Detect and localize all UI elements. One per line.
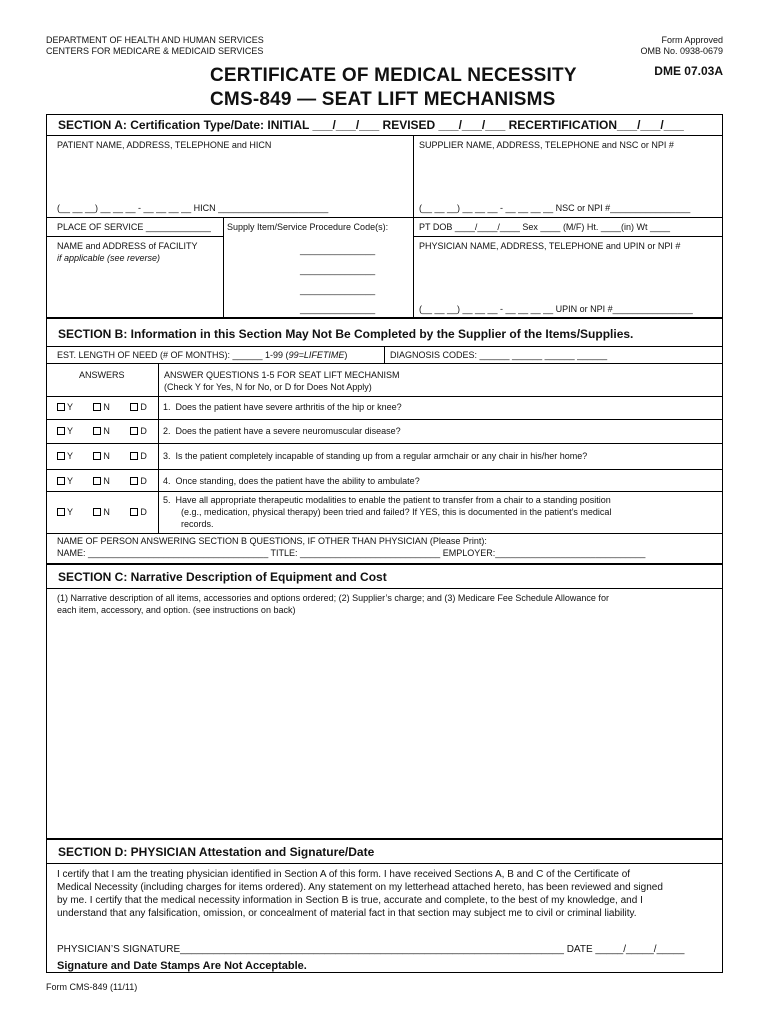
divider (413, 135, 414, 317)
attestation-line-1: I certify that I am the treating physician identified in Section A of this form. I have received Sections A, B and C of the Certificate of (57, 869, 631, 880)
divider (46, 135, 723, 136)
place-of-service-field[interactable]: PLACE OF SERVICE _____________ (57, 222, 211, 232)
option-label: Y (67, 476, 73, 486)
option-label: N (103, 507, 110, 517)
divider (46, 419, 723, 420)
divider (46, 317, 723, 319)
divider (46, 217, 723, 218)
name-title-employer-field[interactable]: NAME: ____________________________________ TITLE: ____________________________ EMPLOYER:______________________________ (57, 548, 646, 558)
option-label: D (140, 507, 147, 517)
facility-label: NAME and ADDRESS of FACILITY (57, 241, 198, 251)
procedure-code-field-4[interactable]: _______________ (300, 304, 376, 314)
attestation-line-4: understand that any falsification, omission, or concealment of material fact in that section may subject me to civil or criminal liability. (57, 908, 637, 919)
checkbox-icon (93, 452, 101, 460)
question-4 (163, 476, 420, 487)
attestation-line-2: Medical Necessity (including charges for items ordered). Any statement on my letterhead attached hereto, has been reviewed and signed (57, 882, 663, 893)
supply-item-label: Supply Item/Service Procedure Code(s): (227, 222, 389, 232)
diagnosis-codes-field[interactable]: DIAGNOSIS CODES: ______ ______ ______ ______ (390, 350, 608, 360)
instructions-line-2: (Check Y for Yes, N for No, or D for Does Not Apply) (164, 382, 372, 392)
q2-yes-checkbox[interactable] (57, 426, 73, 436)
question-text: Once standing, does the patient have the ability to ambulate? (175, 476, 420, 486)
checkbox-icon (130, 403, 138, 411)
question-2 (163, 426, 401, 437)
checkbox-icon (57, 452, 65, 460)
option-label: N (103, 402, 110, 412)
divider (46, 236, 223, 237)
checkbox-icon (93, 427, 101, 435)
option-label: N (103, 476, 110, 486)
option-label: N (103, 451, 110, 461)
question-number: 1. (163, 402, 171, 412)
checkbox-icon (93, 477, 101, 485)
question-text: Is the patient completely incapable of standing up from a regular armchair or any chair in his/her home? (175, 451, 588, 461)
divider (413, 236, 723, 237)
checkbox-icon (93, 403, 101, 411)
option-label: Y (67, 451, 73, 461)
q4-yes-checkbox[interactable] (57, 476, 73, 486)
question-3 (163, 451, 587, 462)
checkbox-icon (57, 508, 65, 516)
section-b-heading: SECTION B: Information in this Section May Not Be Completed by the Supplier of the Items/Supplies. (58, 327, 634, 341)
option-label: D (140, 426, 147, 436)
stamps-note: Signature and Date Stamps Are Not Acceptable. (57, 960, 307, 972)
divider (46, 396, 723, 397)
question-text: Have all appropriate therapeutic modalities to enable the patient to transfer from a chair to a standing position (175, 495, 611, 505)
physician-phone-upin-field[interactable]: (__ __ __) __ __ __ - __ __ __ __ UPIN or NPI #________________ (419, 304, 693, 314)
form-number: Form CMS-849 (11/11) (46, 982, 138, 992)
dme-code: DME 07.03A (654, 64, 723, 78)
checkbox-icon (57, 477, 65, 485)
q2-answer-group (57, 426, 147, 437)
procedure-code-field-2[interactable]: _______________ (300, 265, 376, 275)
physician-label: PHYSICIAN NAME, ADDRESS, TELEPHONE and UPIN or NPI # (419, 241, 681, 251)
question-5-line-2: (e.g., medication, physical therapy) been tried and failed? If YES, this is documented in the patient’s medical (181, 507, 612, 517)
q5-dna-checkbox[interactable] (130, 507, 147, 517)
section-c-text-line-2: each item, accessory, and option. (see instructions on back) (57, 605, 296, 615)
divider (46, 491, 723, 492)
form-approved: Form Approved (661, 35, 723, 45)
est-length-label: EST. LENGTH OF NEED (# OF MONTHS): ______ 1-99 ( (57, 350, 289, 360)
checkbox-icon (130, 477, 138, 485)
q5-answer-group (57, 507, 147, 518)
checkbox-icon (57, 403, 65, 411)
checkbox-icon (130, 427, 138, 435)
q4-dna-checkbox[interactable] (130, 476, 147, 486)
q5-no-checkbox[interactable] (93, 507, 110, 517)
option-label: Y (67, 507, 73, 517)
q3-answer-group (57, 451, 147, 462)
divider (46, 469, 723, 470)
est-close: ) (344, 350, 348, 360)
q2-no-checkbox[interactable] (93, 426, 110, 436)
instructions-line-1: ANSWER QUESTIONS 1-5 FOR SEAT LIFT MECHANISM (164, 370, 400, 380)
omb-number: OMB No. 0938-0679 (640, 46, 723, 56)
option-label: N (103, 426, 110, 436)
supplier-phone-nsc-field[interactable]: (__ __ __) __ __ __ - __ __ __ __ NSC or NPI #________________ (419, 203, 691, 213)
divider (223, 217, 224, 317)
divider (46, 863, 723, 864)
patient-phone-hicn-field[interactable]: (__ __ __) __ __ __ - __ __ __ __ HICN ______________________ (57, 203, 329, 213)
option-label: D (140, 402, 147, 412)
facility-note: if applicable (see reverse) (57, 253, 161, 263)
option-label: D (140, 476, 147, 486)
checkbox-icon (130, 452, 138, 460)
q3-no-checkbox[interactable] (93, 451, 110, 461)
divider (46, 563, 723, 565)
dept-line-2: CENTERS FOR MEDICARE & MEDICAID SERVICES (46, 46, 264, 56)
divider (46, 588, 723, 589)
question-5-line-3: records. (181, 519, 214, 529)
question-number: 4. (163, 476, 171, 486)
q1-yes-checkbox[interactable] (57, 402, 73, 412)
q1-answer-group (57, 402, 147, 413)
supplier-label: SUPPLIER NAME, ADDRESS, TELEPHONE and NSC or NPI # (419, 140, 674, 150)
q1-dna-checkbox[interactable] (130, 402, 147, 412)
name-person-label: NAME OF PERSON ANSWERING SECTION B QUESTIONS, IF OTHER THAN PHYSICIAN (Please Print): (57, 536, 487, 546)
procedure-code-field-1[interactable]: _______________ (300, 245, 376, 255)
q3-yes-checkbox[interactable] (57, 451, 73, 461)
q1-no-checkbox[interactable] (93, 402, 110, 412)
q3-dna-checkbox[interactable] (130, 451, 147, 461)
answers-label: ANSWERS (79, 370, 125, 380)
est-lifetime-label: 99=LIFETIME (288, 350, 345, 360)
q4-answer-group (57, 476, 147, 487)
patient-label: PATIENT NAME, ADDRESS, TELEPHONE and HICN (57, 140, 272, 150)
divider (158, 363, 159, 533)
est-length-field[interactable] (57, 350, 347, 361)
question-1 (163, 402, 402, 413)
physician-signature-date-field[interactable]: PHYSICIAN’S SIGNATURE_____________________________________________________________________ DATE _____/_____/_____ (57, 944, 685, 955)
question-text: Does the patient have a severe neuromuscular disease? (175, 426, 401, 436)
narrative-description-textarea[interactable] (50, 620, 718, 835)
checkbox-icon (93, 508, 101, 516)
procedure-code-field-3[interactable]: _______________ (300, 285, 376, 295)
q5-yes-checkbox[interactable] (57, 507, 73, 517)
question-5 (163, 495, 611, 506)
form-title: CERTIFICATE OF MEDICAL NECESSITY (210, 65, 577, 86)
question-number: 2. (163, 426, 171, 436)
question-number: 5. (163, 495, 171, 505)
divider (46, 363, 723, 364)
q4-no-checkbox[interactable] (93, 476, 110, 486)
divider (384, 346, 385, 363)
q2-dna-checkbox[interactable] (130, 426, 147, 436)
section-d-heading: SECTION D: PHYSICIAN Attestation and Signature/Date (58, 845, 375, 859)
divider (46, 443, 723, 444)
question-text: Does the patient have severe arthritis of the hip or knee? (175, 402, 402, 412)
option-label: D (140, 451, 147, 461)
question-number: 3. (163, 451, 171, 461)
section-c-heading: SECTION C: Narrative Description of Equipment and Cost (58, 570, 387, 584)
section-c-text-line-1: (1) Narrative description of all items, accessories and options ordered; (2) Supplier’s charge; and (3) Medicare Fee Schedule Allowance for (57, 593, 609, 603)
dept-line-1: DEPARTMENT OF HEALTH AND HUMAN SERVICES (46, 35, 264, 45)
checkbox-icon (57, 427, 65, 435)
form-subtitle: CMS-849 — SEAT LIFT MECHANISMS (210, 89, 556, 110)
checkbox-icon (130, 508, 138, 516)
attestation-line-3: by me. I certify that the medical necessity information in Section B is true, accurate and complete, to the best of my knowledge, and I (57, 895, 643, 906)
option-label: Y (67, 426, 73, 436)
divider (46, 838, 723, 840)
pt-dob-field[interactable]: PT DOB ____/____/____ Sex ____ (M/F) Ht. ____(in) Wt ____ (419, 222, 670, 232)
section-a-heading: SECTION A: Certification Type/Date: INITIAL ___/___/___ REVISED ___/___/___ RECERTIFICATION___/___/___ (58, 118, 684, 132)
divider (46, 533, 723, 534)
option-label: Y (67, 402, 73, 412)
